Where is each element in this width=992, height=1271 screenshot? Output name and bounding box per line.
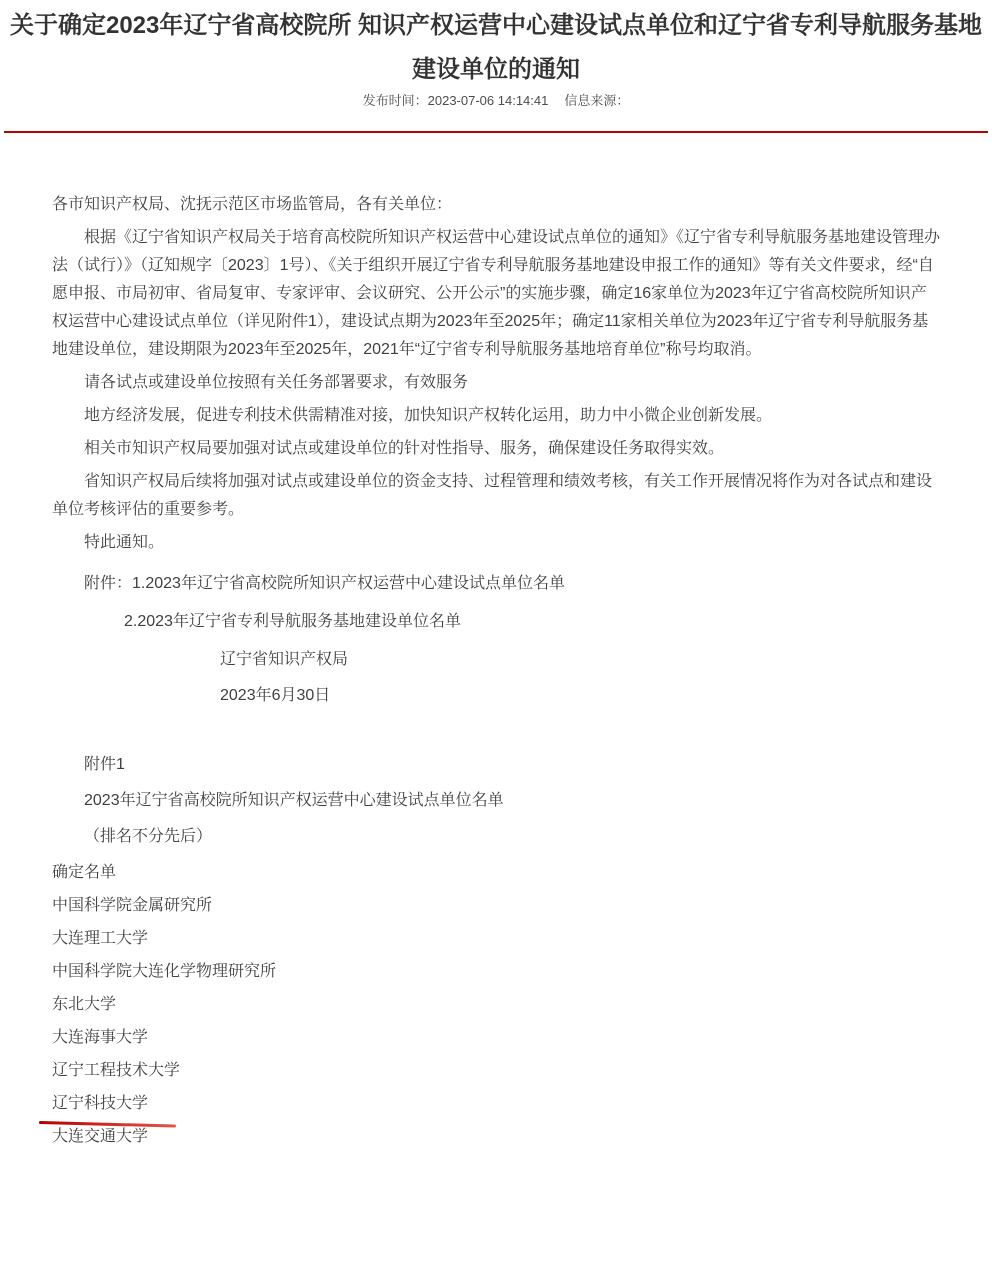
attachment-note-1: 附件：1.2023年辽宁省高校院所知识产权运营中心建设试点单位名单: [84, 575, 565, 592]
page-title: [0, 4, 992, 92]
notice-paragraph: 省知识产权局后续将加强对试点或建设单位的资金支持、过程管理和绩效考核，有关工作开展情况将作为对各试点和建设单位考核评估的重要参考。: [52, 473, 933, 518]
list-item: 中国科学院大连化学物理研究所: [52, 963, 277, 980]
list-item-underlined: [52, 1090, 942, 1118]
page-title-line2: 建设单位的通知: [412, 56, 580, 83]
notice-paragraph: 根据《辽宁省知识产权局关于培育高校院所知识产权运营中心建设试点单位的通知》《辽宁省专利导航服务基地建设管理办法（试行）》（辽知规字〔2023〕1号）、《关于组织开展辽宁省专利导航服务基地建设申报工作的通知》等有关文件要求，经“自愿申报、市局初审、省局复审、专家评审、会议研究、公开公示”的实施步骤，确定16家单位为2023年辽宁省高校院所知识产权运营中心建设试点单位（详见附件1），建设试点期为2023年至2025年；确定11家相关单位为2023年辽宁省专利导航服务基地建设单位，建设期限为2023年至2025年，2021年“辽宁省专利导航服务基地培育单位”称号均取消。: [52, 229, 941, 358]
list-item: 大连交通大学: [52, 1128, 149, 1145]
notice-closing: 特此通知。: [84, 534, 165, 551]
salutation: 各市知识产权局、沈抚示范区市场监管局，各有关单位：: [52, 196, 453, 213]
annex-title: 2023年辽宁省高校院所知识产权运营中心建设试点单位名单: [84, 792, 504, 809]
signature-date: 2023年6月30日: [220, 687, 331, 704]
confirmed-list-header: 确定名单: [52, 864, 117, 881]
annex-1-section: [52, 751, 942, 851]
notice-body: [52, 191, 942, 1151]
notice-paragraph: 相关市知识产权局要加强对试点或建设单位的针对性指导、服务，确保建设任务取得实效。: [84, 440, 725, 457]
notice-paragraph: 请各试点或建设单位按照有关任务部署要求，有效服务: [84, 374, 469, 391]
list-item: 大连海事大学: [52, 1029, 149, 1046]
attachment-note-2: 2.2023年辽宁省专利导航服务基地建设单位名单: [124, 613, 461, 630]
list-item: 大连理工大学: [52, 930, 149, 947]
publish-meta: [0, 92, 992, 110]
list-item: 东北大学: [52, 996, 117, 1013]
list-item: 中国科学院金属研究所: [52, 897, 213, 914]
annex-note: （排名不分先后）: [84, 828, 213, 845]
signature-org: 辽宁省知识产权局: [220, 651, 349, 668]
notice-paragraph: 地方经济发展，促进专利技术供需精准对接，加快知识产权转化运用，助力中小微企业创新发展。: [84, 407, 773, 424]
publish-time-label: 发布时间：: [362, 93, 428, 108]
info-source-label: 信息来源：: [564, 93, 630, 108]
list-item: 辽宁工程技术大学: [52, 1062, 181, 1079]
list-item-text: 辽宁科技大学: [52, 1095, 149, 1112]
publish-time-value: 2023-07-06 14:14:41: [427, 93, 549, 108]
red-divider-line: [4, 131, 988, 133]
page-title-line1: 关于确定2023年辽宁省高校院所 知识产权运营中心建设试点单位和辽宁省专利导航服务基地: [9, 12, 983, 39]
annex-label: 附件1: [84, 756, 125, 773]
